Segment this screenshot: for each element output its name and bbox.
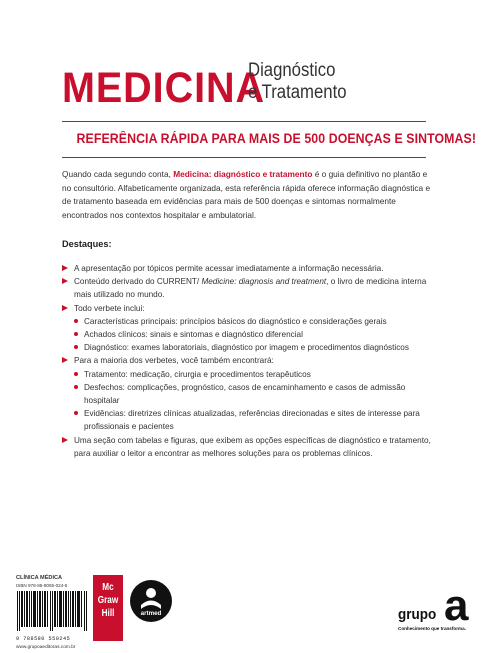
barcode-block xyxy=(16,574,92,650)
triangle-bullet-icon xyxy=(62,265,68,271)
sub-list-item: Diagnóstico: exames laboratoriais, diagnóstico por imagem e procedimentos diagnósticos xyxy=(62,341,442,354)
dot-bullet-icon xyxy=(74,372,78,376)
sub-list-item: Achados clínicos: sinais e sintomas e diagnóstico diferencial xyxy=(62,328,442,341)
highlights-heading: Destaques: xyxy=(62,239,112,249)
tagline: REFERÊNCIA RÁPIDA PARA MAIS DE 500 DOENÇAS E SINTOMAS! xyxy=(76,131,477,146)
barcode-number: 9 788580 550245 xyxy=(16,636,71,642)
sub-list-item: Evidências: diretrizes clínicas atualizadas, referências direcionadas e sites de interesse para profissionais e pacientes xyxy=(62,407,442,433)
isbn-label: ISBN 978-85-8055-024-5 xyxy=(16,583,68,588)
list-item: Uma seção com tabelas e figuras, que exibem as opções específicas de diagnóstico e tratamento, para auxiliar o leitor a encontrar as melhores soluções para os problemas clínicos. xyxy=(62,434,442,460)
dot-bullet-icon xyxy=(74,332,78,336)
list-item: Todo verbete inclui: xyxy=(62,302,442,315)
subtitle-line-1: Diagnóstico xyxy=(248,60,336,81)
intro-text-start: Quando cada segundo conta, xyxy=(62,169,174,179)
intro-book-title: Medicina: diagnóstico e tratamento xyxy=(173,169,313,179)
intro-paragraph xyxy=(62,168,434,222)
sub-list-item: Tratamento: medicação, cirurgia e procedimentos terapêuticos xyxy=(62,368,442,381)
mcgraw-hill-logo: Mc Graw Hill xyxy=(93,575,123,641)
list-item: A apresentação por tópicos permite acessar imediatamente a informação necessária. xyxy=(62,262,442,275)
triangle-bullet-icon xyxy=(62,278,68,284)
bottom-divider xyxy=(62,157,426,158)
artmed-logo-icon xyxy=(129,579,173,623)
top-divider xyxy=(62,121,426,122)
barcode-icon xyxy=(16,591,90,631)
title-block xyxy=(62,58,347,112)
publisher-url: www.grupoaeditoras.com.br xyxy=(16,645,76,650)
svg-text:artmed: artmed xyxy=(140,610,162,617)
grupo-a-logo xyxy=(398,584,478,634)
book-title: MEDICINA xyxy=(62,64,265,112)
intro-text-rest: é o guia definitivo no plantão e no consultório. Alfabeticamente organizada, esta referência rápida oferece informação diagnóstica e de tratamento baseada em evidências para mais de 500 doenças e sintomas normalmente encontrados nos contextos hospitalar e ambulatorial. xyxy=(62,169,431,220)
sub-list-item: Desfechos: complicações, prognóstico, casos de encaminhamento e casos de admissão hospitalar xyxy=(62,381,442,407)
dot-bullet-icon xyxy=(74,411,78,415)
grupo-a-letter-icon xyxy=(444,584,474,624)
book-subtitle xyxy=(248,60,388,104)
svg-text:a: a xyxy=(444,584,469,624)
sub-list-item: Características principais: princípios básicos do diagnóstico e considerações gerais xyxy=(62,315,442,328)
grupo-tagline: Conhecimento que transforma. xyxy=(398,626,466,631)
list-item: Conteúdo derivado do CURRENT/ Medicine: diagnosis and treatment, o livro de medicina interna mais utilizado no mundo. xyxy=(62,275,442,301)
grupo-wordmark: grupo xyxy=(398,606,437,623)
triangle-bullet-icon xyxy=(62,357,68,363)
triangle-bullet-icon xyxy=(62,437,68,443)
highlights-list xyxy=(62,262,442,460)
category-label: CLÍNICA MÉDICA xyxy=(16,575,63,581)
dot-bullet-icon xyxy=(74,319,78,323)
triangle-bullet-icon xyxy=(62,305,68,311)
dot-bullet-icon xyxy=(74,345,78,349)
list-item: Para a maioria dos verbetes, você também encontrará: xyxy=(62,354,442,367)
subtitle-line-2: e Tratamento xyxy=(248,82,347,103)
dot-bullet-icon xyxy=(74,385,78,389)
